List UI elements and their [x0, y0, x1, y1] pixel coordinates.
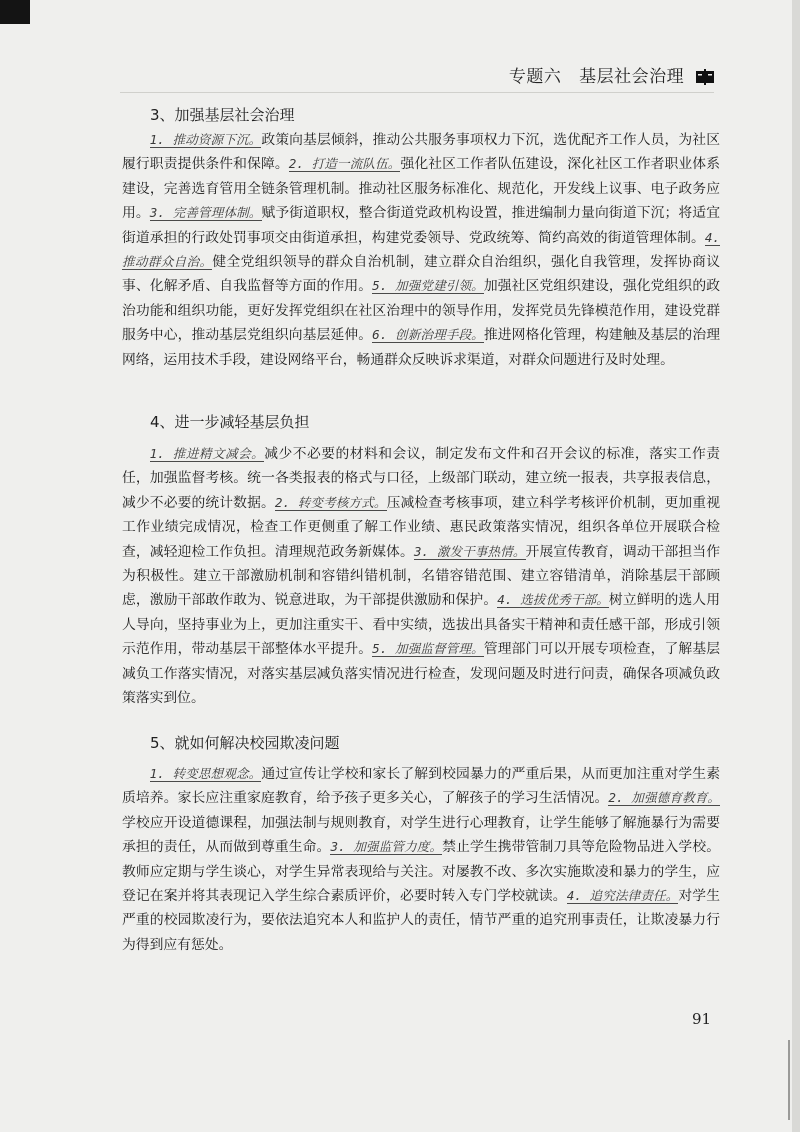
- section-body-4: [122, 442, 720, 710]
- point-heading: 4. 选拔优秀干部。: [497, 592, 609, 608]
- point-heading: 6. 创新治理手段。: [372, 327, 484, 343]
- point-heading: 3. 激发干事热情。: [413, 543, 526, 559]
- point-heading: 1. 转变思想观念。: [149, 766, 262, 781]
- point-text: 赋予街道职权，整合街道党政机构设置，推进编制力量向街道下沉；将适宜街道承担的行政处罚事项交由街道承担，构建党委领导、党政统筹、简约高效的街道管理体制。: [122, 205, 720, 246]
- point-heading: 3. 完善管理体制。: [149, 205, 262, 221]
- point-text: 压减检查考核事项，建立科学考核评价机制，更加重视工作业绩完成情况，检查工作更侧重了解工作业绩、惠民政策落实情况，组织各单位开展联合检查，减轻迎检工作负担。清理规范政务新媒体。: [122, 494, 721, 560]
- running-header: [509, 62, 714, 90]
- point-text: 减少不必要的材料和会议，制定发布文件和召开会议的标准，落实工作责任，加强监督考核。统一各类报表的格式与口径，上级部门联动，建立统一报表，共享报表信息，减少不必要的统计数据。: [122, 446, 721, 511]
- scan-edge-top: [0, 0, 30, 24]
- point-text: 通过宣传让学校和家长了解到校园暴力的严重后果，从而更加注重对学生素质培养。家长应注重家庭教育，给予孩子更多关心，了解孩子的学习生活情况。: [122, 766, 721, 807]
- point-text: 禁止学生携带管制刀具等危险物品进入学校。教师应定期与学生谈心，对学生异常表现给与关注。对屡教不改、多次实施欺凌和暴力的学生，应登记在案并将其表现记入学生综合素质评价，必要时转入专门学校就读。: [122, 839, 721, 905]
- section-title-4: 4、进一步减轻基层负担: [150, 413, 310, 431]
- header-rule: [120, 92, 714, 93]
- point-text: 开展宣传教育，调动干部担当作为积极性。建立干部激励机制和容错纠错机制，名错容错范围、建立容错清单，消除基层干部顾虑，激励干部敢作敢为、锐意进取，为干部提供激励和保护。: [122, 543, 721, 609]
- point-text: 政策向基层倾斜，推动公共服务事项权力下沉，选优配齐工作人员，为社区履行职责提供条件和保障。: [122, 132, 721, 173]
- point-heading: 1. 推进精文减会。: [149, 446, 265, 461]
- book-icon: [696, 69, 714, 90]
- section-body-5: [122, 762, 720, 957]
- point-text: 树立鲜明的选人用人导向，坚持事业为上，更加注重实干、看中实绩，选拔出具备实干精神和责任感干部，形成引领示范作用，带动基层干部整体水平提升。: [122, 592, 720, 658]
- section-body-3: [122, 128, 720, 372]
- point-heading: 1. 推动资源下沉。: [149, 132, 262, 147]
- point-text: 管理部门可以开展专项检查，了解基层减负工作落实情况，对落实基层减负落实情况进行检查，发现问题及时进行问责，确保各项减负政策落实到位。: [122, 641, 721, 707]
- section-title-3: 3、加强基层社会治理: [150, 106, 295, 124]
- point-heading: 4. 追究法律责任。: [566, 888, 679, 904]
- point-heading: 2. 打造一流队伍。: [288, 156, 401, 172]
- point-text: 加强社区党组织建设，强化党组织的政治功能和组织功能，更好发挥党组织在社区治理中的领导作用，发挥党员先锋模范作用，建设党群服务中心，推动基层党组织向基层延伸。: [122, 278, 721, 344]
- point-text: 推进网格化管理，构建触及基层的治理网络，运用技术手段，建设网络平台，畅通群众反映诉求渠道，对群众问题进行及时处理。: [122, 327, 721, 368]
- point-text: 健全党组织领导的群众自治机制，建立群众自治组织，强化自我管理，发挥协商议事、化解矛盾、自我监督等方面的作用。: [122, 254, 721, 295]
- point-text: 对学生严重的校园欺凌行为，要依法追究本人和监护人的责任，情节严重的追究刑事责任，让欺凌暴力行为得到应有惩处。: [122, 888, 720, 953]
- point-heading: 2. 加强德育教育。: [608, 790, 721, 806]
- scan-fold-mark: [788, 1040, 790, 1120]
- topic-title: 基层社会治理: [579, 67, 685, 87]
- scan-edge-right: [792, 0, 800, 1132]
- topic-label: 专题六: [508, 67, 562, 87]
- point-heading: 4. 推动群众自治。: [122, 229, 720, 270]
- point-heading: 5. 加强党建引领。: [372, 278, 484, 294]
- point-text: 强化社区工作者队伍建设，深化社区工作者职业体系建设，完善选育管用全链条管理机制。推动社区服务标准化、规范化，开发线上议事、电子政务应用。: [122, 156, 720, 222]
- point-heading: 5. 加强监督管理。: [372, 641, 484, 657]
- page-number: 91: [692, 1010, 712, 1028]
- point-heading: 2. 转变考核方式。: [274, 494, 387, 510]
- point-text: 学校应开设道德课程，加强法制与规则教育，对学生进行心理教育，让学生能够了解施暴行为需要承担的责任，从而做到尊重生命。: [122, 814, 720, 856]
- point-heading: 3. 加强监管力度。: [330, 839, 443, 855]
- section-title-5: 5、就如何解决校园欺凌问题: [150, 734, 340, 752]
